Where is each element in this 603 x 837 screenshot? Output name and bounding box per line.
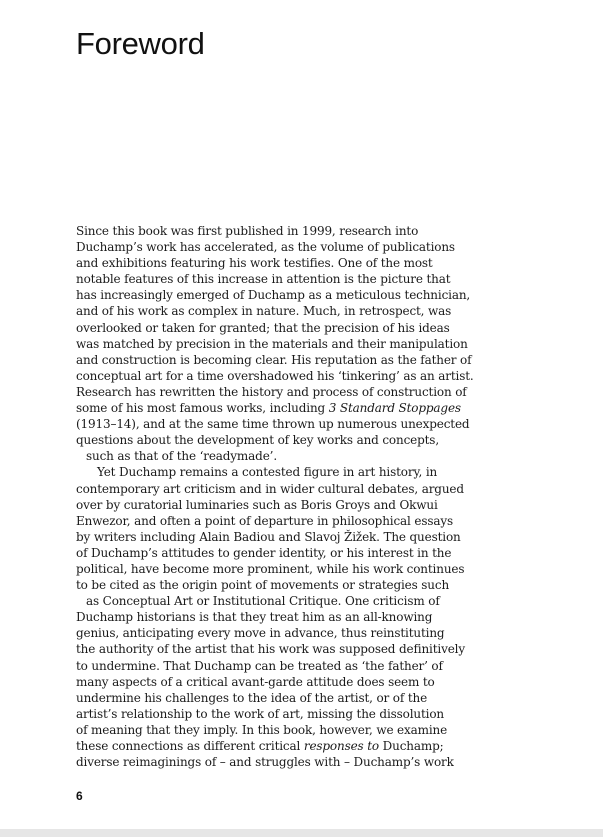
text-line: has increasingly emerged of Duchamp as a meticulous technician, xyxy=(76,288,471,303)
text-line: over by curatorial luminaries such as Boris Groys and Okwui xyxy=(76,497,438,512)
text-line: many aspects of a critical avant-garde attitude does seem to xyxy=(76,674,435,689)
text-line: notable features of this increase in attention is the picture that xyxy=(76,272,451,287)
text-line: such as that of the ‘readymade’. xyxy=(86,449,277,464)
text-line: contemporary art criticism and in wider cultural debates, argued xyxy=(76,481,464,496)
text-line: conceptual art for a time overshadowed his ‘tinkering’ as an artist. xyxy=(76,368,474,383)
text-line: to be cited as the origin point of movements or strategies such xyxy=(76,578,450,593)
text-line: (1913–14), and at the same time thrown up numerous unexpected xyxy=(76,417,470,432)
paragraph-2 xyxy=(76,464,546,770)
text-line: as Conceptual Art or Institutional Critique. One criticism of xyxy=(86,594,440,609)
text-line xyxy=(76,738,546,754)
page-number: 6 xyxy=(76,789,83,803)
artwork-title: 3 Standard Stoppages xyxy=(328,401,461,416)
text-line: to undermine. That Duchamp can be treated as ‘the father’ of xyxy=(76,658,443,673)
text-line: artist’s relationship to the work of art, missing the dissolution xyxy=(76,706,445,721)
text-line: of meaning that they imply. In this book, however, we examine xyxy=(76,722,448,737)
text-run: these connections as different critical xyxy=(76,739,304,753)
text-line: Research has rewritten the history and process of construction of xyxy=(76,384,467,399)
text-line: Duchamp historians is that they treat him as an all-knowing xyxy=(76,610,433,625)
text-line: questions about the development of key works and concepts, xyxy=(76,433,439,448)
text-line xyxy=(76,400,546,416)
text-line: diverse reimaginings of – and struggles with – Duchamp’s work xyxy=(76,755,454,770)
page-bottom-edge xyxy=(0,829,603,837)
text-line: genius, anticipating every move in advance, thus reinstituting xyxy=(76,626,445,641)
text-line: by writers including Alain Badiou and Slavoj Žižek. The question xyxy=(76,529,461,544)
text-line: and construction is becoming clear. His reputation as the father of xyxy=(76,352,472,367)
emphasis: responses to xyxy=(303,739,379,753)
text-line: Yet Duchamp remains a contested figure in art history, in xyxy=(97,465,438,480)
text-line: the authority of the artist that his work was supposed definitively xyxy=(76,642,465,657)
text-line: overlooked or taken for granted; that the precision of his ideas xyxy=(76,320,450,335)
text-line: and of his work as complex in nature. Much, in retrospect, was xyxy=(76,304,452,319)
body-text xyxy=(76,223,546,770)
text-line: and exhibitions featuring his work testifies. One of the most xyxy=(76,256,433,271)
text-line: undermine his challenges to the idea of the artist, or of the xyxy=(76,690,428,705)
text-line: Duchamp’s work has accelerated, as the volume of publications xyxy=(76,240,455,255)
text-run: some of his most famous works, including xyxy=(76,401,329,416)
page-title: Foreword xyxy=(76,26,205,61)
text-line: Since this book was first published in 1999, research into xyxy=(76,224,419,238)
text-run: Duchamp; xyxy=(378,739,444,753)
text-line: was matched by precision in the materials and their manipulation xyxy=(76,336,468,351)
text-line: of Duchamp’s attitudes to gender identity, or his interest in the xyxy=(76,545,452,560)
paragraph-1 xyxy=(76,223,546,464)
text-line: Enwezor, and often a point of departure in philosophical essays xyxy=(76,513,453,528)
text-line: political, have become more prominent, while his work continues xyxy=(76,561,465,576)
